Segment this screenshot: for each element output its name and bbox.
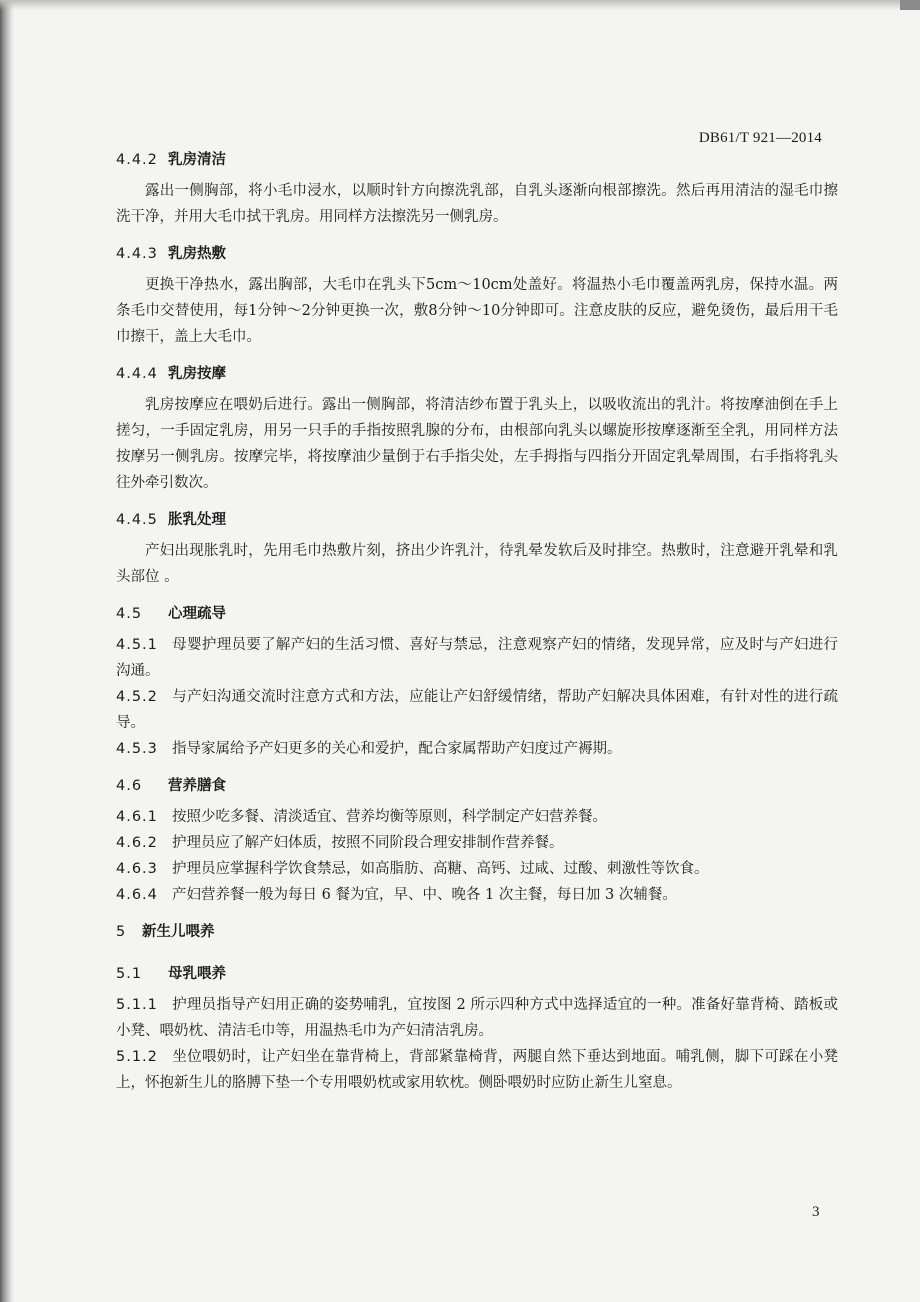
section-heading-4-4-4 (116, 360, 838, 388)
section-number: 4.4.4 (116, 366, 158, 382)
clause-text: 坐位喂奶时，让产妇坐在靠背椅上，背部紧靠椅背，两腿自然下垂达到地面。哺乳侧，脚下可踩在小凳上，怀抱新生儿的胳膊下垫一个专用喂奶枕或家用软枕。侧卧喂奶时应防止新生儿窒息。 (116, 1049, 838, 1091)
clause-text: 与产妇沟通交流时注意方式和方法，应能让产妇舒缓情绪，帮助产妇解决具体困难，有针对性的进行疏导。 (116, 689, 838, 731)
section-heading-4-4-5 (116, 506, 838, 534)
chapter-number: 5 (116, 924, 127, 940)
chapter-title: 新生儿喂养 (142, 924, 215, 940)
clause-item (116, 736, 838, 762)
scan-top-shadow (0, 0, 920, 10)
clause-number: 4.6.3 (116, 861, 158, 877)
clause-text: 按照少吃多餐、清淡适宜、营养均衡等原则，科学制定产妇营养餐。 (172, 809, 607, 825)
section-paragraph: 更换干净热水，露出胸部，大毛巾在乳头下5cm～10cm处盖好。将温热小毛巾覆盖两乳房，保持水温。两条毛巾交替使用，每1分钟～2分钟更换一次，敷8分钟～10分钟即可。注意皮肤的反应，避免烫伤，最后用干毛巾擦干，盖上大毛巾。 (116, 277, 838, 345)
section-number: 4.6 (116, 778, 143, 794)
clause-number: 4.5.2 (116, 689, 158, 705)
section-number: 5.1 (116, 966, 143, 982)
clause-text: 母婴护理员要了解产妇的生活习惯、喜好与禁忌，注意观察产妇的情绪，发现异常，应及时与产妇进行沟通。 (116, 637, 838, 679)
section-number: 4.4.2 (116, 152, 158, 168)
clause-number: 4.6.1 (116, 809, 158, 825)
section-paragraph: 露出一侧胸部，将小毛巾浸水，以顺时针方向擦洗乳部，自乳头逐渐向根部擦洗。然后再用清洁的湿毛巾擦洗干净，并用大毛巾拭干乳房。用同样方法擦洗另一侧乳房。 (116, 183, 838, 225)
clause-list-4-5 (116, 632, 838, 762)
section-title: 胀乳处理 (168, 512, 226, 528)
section-number: 4.4.5 (116, 512, 158, 528)
clause-text: 产妇营养餐一般为每日 6 餐为宜，早、中、晚各 1 次主餐，每日加 3 次辅餐。 (172, 887, 677, 903)
clause-number: 4.5.3 (116, 741, 158, 757)
section-number: 4.5 (116, 606, 143, 622)
scan-edge-shadow (0, 0, 14, 1302)
clause-item (116, 804, 838, 830)
clause-item (116, 992, 838, 1044)
clause-number: 5.1.2 (116, 1049, 158, 1065)
clause-number: 4.6.2 (116, 835, 158, 851)
clause-number: 4.6.4 (116, 887, 158, 903)
clause-item (116, 830, 838, 856)
section-heading-5-1 (116, 960, 838, 988)
section-paragraph: 产妇出现胀乳时，先用毛巾热敷片刻，挤出少许乳汁，待乳晕发软后及时排空。热敷时，注意避开乳晕和乳头部位 。 (116, 543, 838, 585)
clause-item (116, 1044, 838, 1096)
section-number: 4.4.3 (116, 246, 158, 262)
page-number: 3 (812, 1204, 820, 1220)
section-title: 乳房清洁 (168, 152, 226, 168)
section-paragraph: 乳房按摩应在喂奶后进行。露出一侧胸部，将清洁纱布置于乳头上，以吸收流出的乳汁。将按摩油倒在手上搓匀，一手固定乳房，用另一只手的手指按照乳腺的分布，由根部向乳头以螺旋形按摩逐渐至全乳，用同样方法按摩另一侧乳房。按摩完毕，将按摩油少量倒于右手指尖处，左手拇指与四指分开固定乳晕周围，右手指将乳头往外牵引数次。 (116, 397, 838, 491)
document-body (116, 146, 838, 1106)
section-title: 乳房按摩 (168, 366, 226, 382)
section-title: 心理疏导 (168, 606, 226, 622)
section-heading-4-4-2 (116, 146, 838, 174)
clause-list-5-1 (116, 992, 838, 1096)
section-heading-4-6 (116, 772, 838, 800)
clause-text: 护理员指导产妇用正确的姿势哺乳，宜按图 2 所示四种方式中选择适宜的一种。准备好靠背椅、踏板或小凳、喂奶枕、清洁毛巾等，用温热毛巾为产妇清洁乳房。 (116, 997, 838, 1039)
scan-corner-mark (900, 0, 920, 10)
clause-item (116, 684, 838, 736)
clause-number: 4.5.1 (116, 637, 158, 653)
clause-list-4-6 (116, 804, 838, 908)
clause-text: 护理员应掌握科学饮食禁忌，如高脂肪、高糖、高钙、过咸、过酸、刺激性等饮食。 (172, 861, 709, 877)
section-title: 母乳喂养 (168, 966, 226, 982)
chapter-heading-5 (116, 918, 838, 946)
clause-item (116, 882, 838, 908)
clause-number: 5.1.1 (116, 997, 158, 1013)
clause-text: 指导家属给予产妇更多的关心和爱护，配合家属帮助产妇度过产褥期。 (172, 741, 622, 757)
clause-item (116, 632, 838, 684)
document-code: DB61/T 921—2014 (698, 130, 822, 146)
section-title: 营养膳食 (168, 778, 226, 794)
clause-text: 护理员应了解产妇体质，按照不同阶段合理安排制作营养餐。 (172, 835, 564, 851)
clause-item (116, 856, 838, 882)
section-heading-4-5 (116, 600, 838, 628)
section-title: 乳房热敷 (168, 246, 226, 262)
section-heading-4-4-3 (116, 240, 838, 268)
